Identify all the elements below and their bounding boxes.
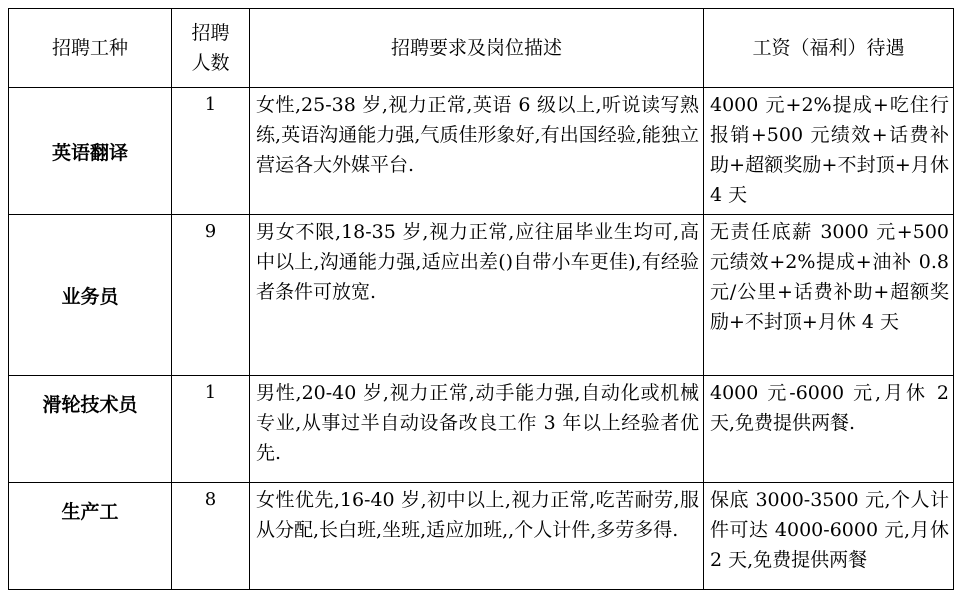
table-row xyxy=(9,215,954,376)
recruitment-table xyxy=(8,8,954,590)
header-salary: 工资（福利）待遇 xyxy=(704,9,954,88)
job-title: 生产工 xyxy=(9,483,172,590)
table-row xyxy=(9,376,954,483)
job-title: 滑轮技术员 xyxy=(9,376,172,483)
salary-benefits: 无责任底薪 3000 元+500 元绩效+2%提成+油补 0.8 元/公里+话费补助+超额奖励+不封顶+月休 4 天 xyxy=(704,215,954,376)
salary-benefits: 4000 元+2%提成+吃住行报销+500 元绩效+话费补助+超额奖励+不封顶+月休 4 天 xyxy=(704,88,954,215)
table-row xyxy=(9,483,954,590)
header-job-type: 招聘工种 xyxy=(9,9,172,88)
salary-benefits: 保底 3000-3500 元,个人计件可达 4000-6000 元,月休 2 天,免费提供两餐 xyxy=(704,483,954,590)
salary-benefits: 4000 元-6000 元,月休 2 天,免费提供两餐. xyxy=(704,376,954,483)
header-requirements: 招聘要求及岗位描述 xyxy=(250,9,704,88)
table-row xyxy=(9,88,954,215)
job-description: 女性,25-38 岁,视力正常,英语 6 级以上,听说读写熟练,英语沟通能力强,气质佳形象好,有出国经验,能独立营运各大外媒平台. xyxy=(250,88,704,215)
job-title: 英语翻译 xyxy=(9,88,172,215)
header-count-line1: 招聘 xyxy=(191,22,230,44)
hire-count: 9 xyxy=(172,215,250,376)
header-row xyxy=(9,9,954,88)
header-count-line2: 人数 xyxy=(191,52,230,74)
hire-count: 8 xyxy=(172,483,250,590)
job-description: 男性,20-40 岁,视力正常,动手能力强,自动化或机械专业,从事过半自动设备改良工作 3 年以上经验者优先. xyxy=(250,376,704,483)
job-title: 业务员 xyxy=(9,215,172,376)
hire-count: 1 xyxy=(172,376,250,483)
hire-count: 1 xyxy=(172,88,250,215)
job-description: 女性优先,16-40 岁,初中以上,视力正常,吃苦耐劳,服从分配,长白班,坐班,适应加班,,个人计件,多劳多得. xyxy=(250,483,704,590)
job-description: 男女不限,18-35 岁,视力正常,应往届毕业生均可,高中以上,沟通能力强,适应出差()自带小车更佳),有经验者条件可放宽. xyxy=(250,215,704,376)
header-count xyxy=(172,9,250,88)
